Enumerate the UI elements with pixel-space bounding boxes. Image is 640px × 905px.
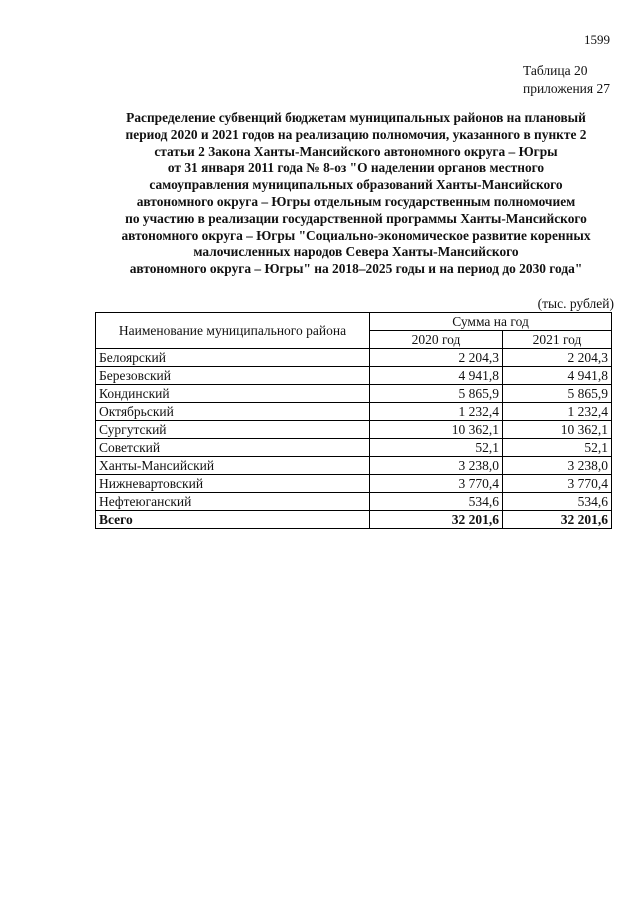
header-year-2021: 2021 год — [503, 331, 612, 349]
title-line: автономного округа – Югры" на 2018–2025 годы и на период до 2030 года" — [129, 261, 583, 277]
district-name: Нефтеюганский — [96, 493, 370, 511]
district-name: Октябрьский — [96, 403, 370, 421]
district-name: Сургутский — [96, 421, 370, 439]
amount-2021: 3 238,0 — [503, 457, 612, 475]
total-2021: 32 201,6 — [503, 511, 612, 529]
table-row — [96, 367, 612, 385]
units-label: (тыс. рублей) — [537, 296, 614, 311]
table-row — [96, 403, 612, 421]
amount-2021: 1 232,4 — [503, 403, 612, 421]
amount-2020: 2 204,3 — [370, 349, 503, 367]
page-number: 1599 — [584, 32, 610, 47]
table-number: Таблица 20 — [522, 63, 588, 78]
document-title — [88, 110, 624, 278]
header-year-2020: 2020 год — [370, 331, 503, 349]
amount-2021: 10 362,1 — [503, 421, 612, 439]
table-row — [96, 349, 612, 367]
amount-2021: 2 204,3 — [503, 349, 612, 367]
district-name: Кондинский — [96, 385, 370, 403]
district-name: Советский — [96, 439, 370, 457]
title-line: Распределение субвенций бюджетам муниципальных районов на плановый — [126, 110, 586, 125]
total-label: Всего — [96, 511, 370, 529]
title-line: автономного округа – Югры "Социально-экономическое развитие коренных — [121, 227, 591, 243]
total-2020: 32 201,6 — [370, 511, 503, 529]
table-row — [96, 475, 612, 493]
title-line: по участию в реализации государственной программы Ханты-Мансийского — [125, 210, 587, 226]
title-line: от 31 января 2011 года № 8-оз "О наделении органов местного — [167, 160, 545, 176]
table-row — [96, 385, 612, 403]
amount-2021: 5 865,9 — [503, 385, 612, 403]
title-line: самоуправления муниципальных образований Ханты-Мансийского — [149, 177, 563, 193]
subventions-table — [95, 312, 612, 529]
district-name: Белоярский — [96, 349, 370, 367]
title-line: период 2020 и 2021 годов на реализацию полномочия, указанного в пункте 2 — [125, 126, 587, 142]
district-name: Нижневартовский — [96, 475, 370, 493]
table-header-row — [96, 313, 612, 331]
amount-2020: 5 865,9 — [370, 385, 503, 403]
table-reference — [523, 62, 610, 98]
table-row — [96, 457, 612, 475]
appendix-number: приложения 27 — [522, 81, 610, 96]
amount-2020: 3 238,0 — [370, 457, 503, 475]
amount-2020: 534,6 — [370, 493, 503, 511]
amount-2020: 1 232,4 — [370, 403, 503, 421]
amount-2020: 4 941,8 — [370, 367, 503, 385]
amount-2021: 534,6 — [503, 493, 612, 511]
amount-2020: 52,1 — [370, 439, 503, 457]
amount-2020: 10 362,1 — [370, 421, 503, 439]
table-row — [96, 421, 612, 439]
table-row — [96, 439, 612, 457]
table-total-row — [96, 511, 612, 529]
header-district-name: Наименование муниципального района — [96, 313, 370, 349]
table-row — [96, 493, 612, 511]
title-line: статьи 2 Закона Ханты-Мансийского автономного округа – Югры — [154, 143, 558, 159]
header-sum-per-year: Сумма на год — [370, 313, 612, 331]
amount-2021: 3 770,4 — [503, 475, 612, 493]
amount-2020: 3 770,4 — [370, 475, 503, 493]
amount-2021: 4 941,8 — [503, 367, 612, 385]
amount-2021: 52,1 — [503, 439, 612, 457]
district-name: Ханты-Мансийский — [96, 457, 370, 475]
title-line: автономного округа – Югры отдельным государственным полномочием — [136, 193, 576, 209]
district-name: Березовский — [96, 367, 370, 385]
title-line: малочисленных народов Севера Ханты-Мансийского — [193, 244, 519, 260]
